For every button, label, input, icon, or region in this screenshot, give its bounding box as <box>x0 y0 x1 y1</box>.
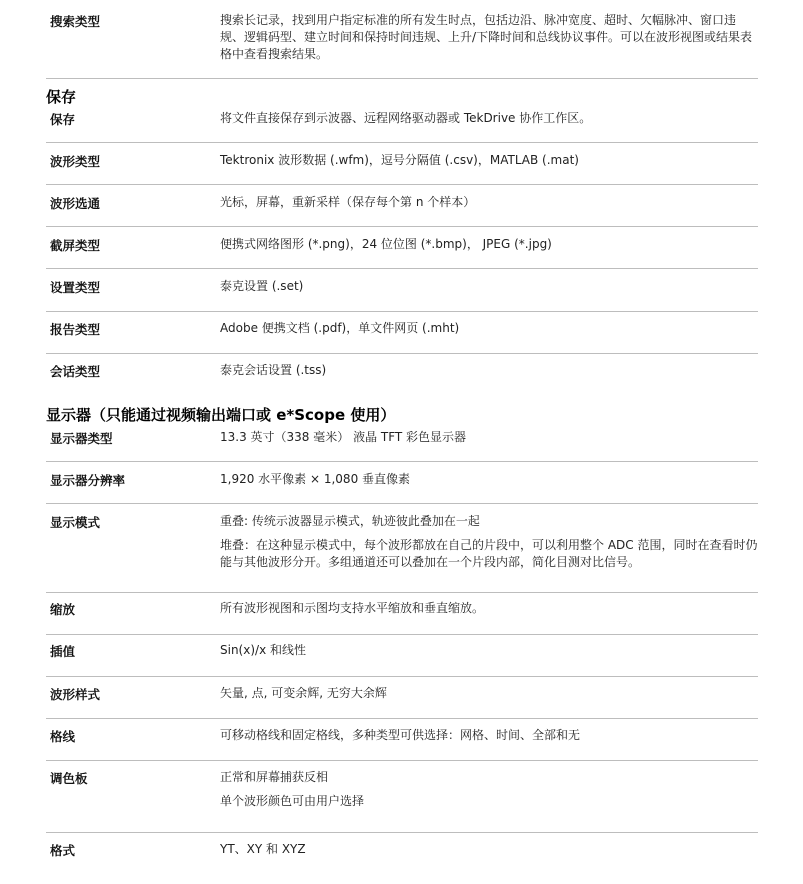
divider <box>46 311 758 312</box>
divider <box>46 592 758 593</box>
spec-label: 显示器类型 <box>50 431 113 446</box>
spec-label: 搜索类型 <box>50 14 101 29</box>
divider <box>46 832 758 833</box>
spec-value: 光标，屏幕，重新采样（保存每个第 n 个样本） <box>220 195 476 209</box>
spec-value: Sin(x)/x 和线性 <box>220 643 306 657</box>
divider <box>46 353 758 354</box>
spec-label: 会话类型 <box>50 364 101 379</box>
spec-label: 报告类型 <box>50 322 101 337</box>
spec-value: 泰克设置 (.set) <box>220 279 304 293</box>
spec-value: 便携式网络图形 (*.png)，24 位位图 (*.bmp)， JPEG (*.jpg) <box>220 237 552 251</box>
section-heading-display: 显示器（只能通过视频输出端口或 e*Scope 使用） <box>46 406 396 424</box>
spec-label: 波形样式 <box>50 687 101 702</box>
spec-label: 缩放 <box>50 602 76 617</box>
divider <box>46 226 758 227</box>
spec-label: 调色板 <box>50 771 88 786</box>
spec-value: YT、XY 和 XYZ <box>220 842 306 856</box>
divider <box>46 718 758 719</box>
spec-value-line: 堆叠：在这种显示模式中，每个波形都放在自己的片段中，可以利用整个 ADC 范围，同时在查看时仍能与其他波形分开。多组通道还可以叠加在一个片段内部，简化目测对比信号。 <box>220 538 758 569</box>
spec-label: 显示模式 <box>50 515 101 530</box>
spec-value: 13.3 英寸（338 毫米） 液晶 TFT 彩色显示器 <box>220 430 467 444</box>
spec-value: 可移动格线和固定格线，多种类型可供选择：网格、时间、全部和无 <box>220 728 581 742</box>
spec-label: 设置类型 <box>50 280 101 295</box>
divider <box>46 78 758 79</box>
spec-label: 波形类型 <box>50 154 101 169</box>
spec-value <box>220 769 756 810</box>
spec-label: 显示器分辨率 <box>50 473 126 488</box>
spec-value-line: 单个波形颜色可由用户选择 <box>220 794 365 808</box>
divider <box>46 461 758 462</box>
section-heading-save: 保存 <box>46 88 77 106</box>
divider <box>46 268 758 269</box>
spec-value: Adobe 便携文档 (.pdf)，单文件网页 (.mht) <box>220 321 460 335</box>
spec-label: 插值 <box>50 644 76 659</box>
spec-value: 泰克会话设置 (.tss) <box>220 363 327 377</box>
spec-value-line: 正常和屏幕捕获反相 <box>220 770 329 784</box>
spec-value: 1,920 水平像素 × 1,080 垂直像素 <box>220 472 411 486</box>
spec-value-line: 重叠: 传统示波器显示模式，轨迹彼此叠加在一起 <box>220 514 480 528</box>
spec-value: 将文件直接保存到示波器、远程网络驱动器或 TekDrive 协作工作区。 <box>220 111 592 125</box>
spec-label: 格式 <box>50 843 76 858</box>
divider <box>46 676 758 677</box>
divider <box>46 760 758 761</box>
spec-label: 波形选通 <box>50 196 101 211</box>
divider <box>46 142 758 143</box>
spec-label: 截屏类型 <box>50 238 101 253</box>
divider <box>46 184 758 185</box>
spec-value: 所有波形视图和示图均支持水平缩放和垂直缩放。 <box>220 601 485 615</box>
divider <box>46 503 758 504</box>
spec-value: 矢量, 点, 可变余辉, 无穷大余辉 <box>220 686 387 700</box>
divider <box>46 634 758 635</box>
spec-value <box>220 513 758 571</box>
spec-value: Tektronix 波形数据 (.wfm)，逗号分隔值 (.csv)，MATLAB (.mat) <box>220 153 579 167</box>
spec-value: 搜索长记录，找到用户指定标准的所有发生时点，包括边沿、脉冲宽度、超时、欠幅脉冲、窗口违规、逻辑码型、建立时间和保持时间违规、上升/下降时间和总线协议事件。可以在波形视图或结果表格中查看搜索结果。 <box>220 13 753 61</box>
spec-label: 格线 <box>50 729 76 744</box>
spec-label: 保存 <box>50 112 76 127</box>
